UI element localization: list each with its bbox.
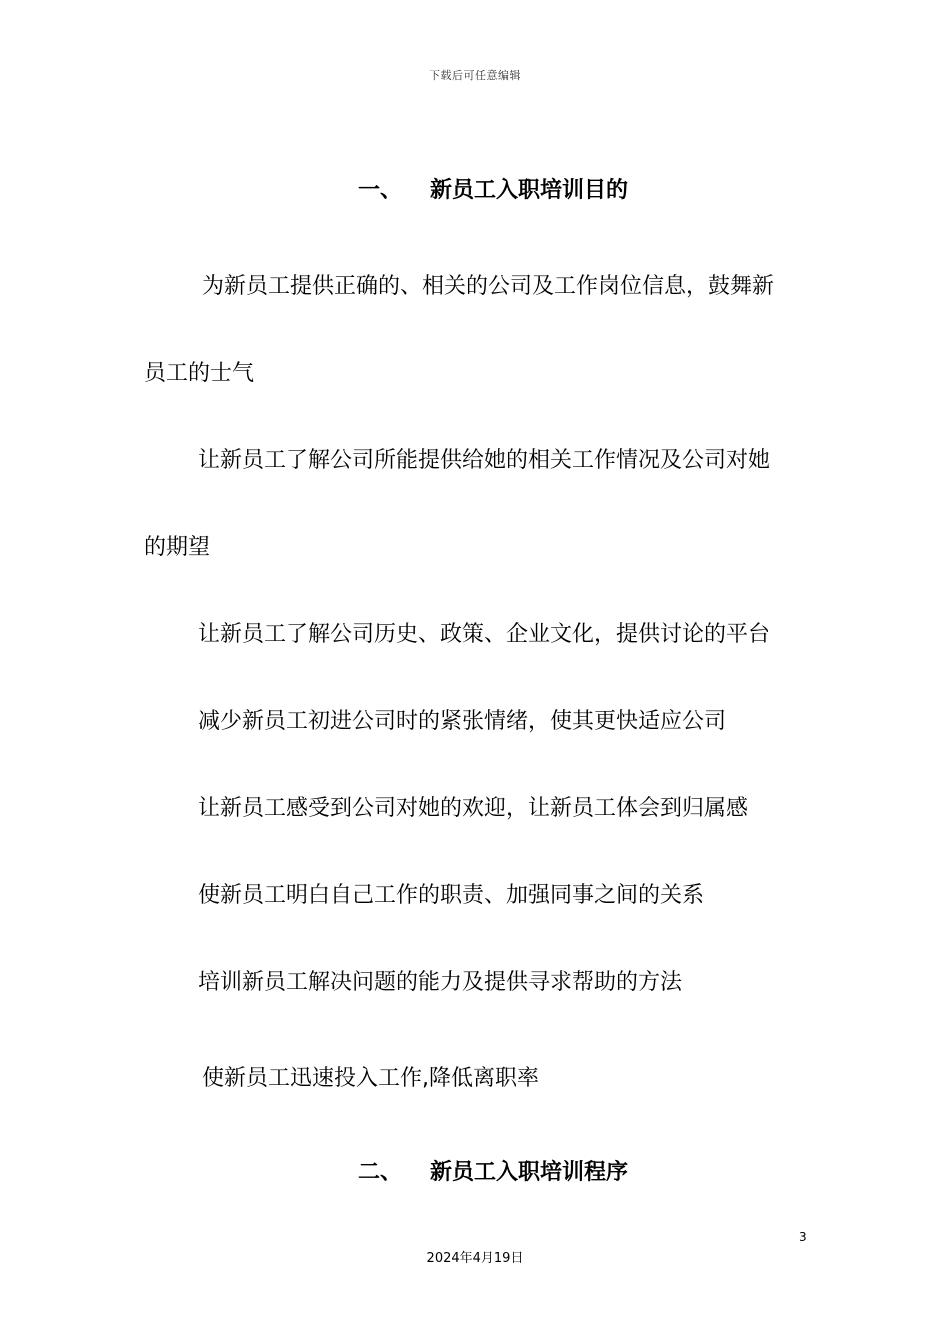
paragraph-5: 让新员工感受到公司对她的欢迎，让新员工体会到归属感 [198,796,749,821]
paragraph-6: 使新员工明白自己工作的职责、加强同事之间的关系 [198,883,705,908]
footer-date: 2024年4月19日 [426,1251,524,1266]
paragraph-8: 使新员工迅速投入工作,降低离职率 [202,1066,539,1091]
paragraph-7: 培训新员工解决问题的能力及提供寻求帮助的方法 [198,970,683,995]
section-2-title: 新员工入职培训程序 [430,1160,629,1185]
section-2-number: 二、 [358,1160,403,1185]
paragraph-2-line-1: 让新员工了解公司所能提供给她的相关工作情况及公司对她 [198,448,771,473]
paragraph-1-line-2: 员工的士气 [144,361,255,386]
paragraph-2-line-2: 的期望 [144,535,211,560]
page-number: 3 [799,1230,807,1244]
section-1-number: 一、 [358,178,403,203]
section-1-title: 新员工入职培训目的 [430,178,629,203]
paragraph-3: 让新员工了解公司历史、政策、企业文化，提供讨论的平台 [198,622,771,647]
paragraph-1-line-1: 为新员工提供正确的、相关的公司及工作岗位信息，鼓舞新 [202,274,775,299]
header-note: 下载后可任意编辑 [429,69,521,82]
paragraph-4: 减少新员工初进公司时的紧张情绪，使其更快适应公司 [198,709,727,734]
